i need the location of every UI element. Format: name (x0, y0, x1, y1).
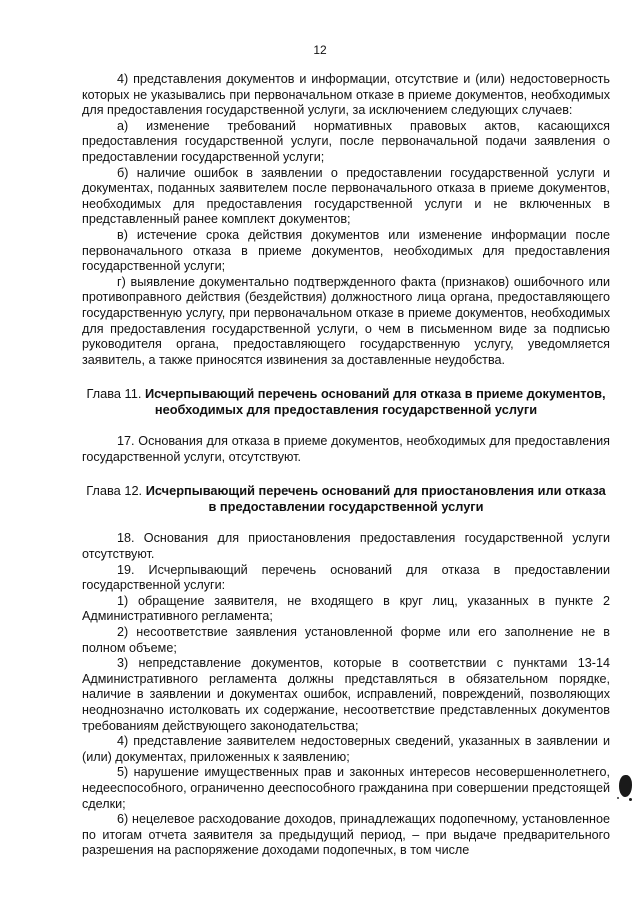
paragraph: в) истечение срока действия документов или изменение информации после первоначального отказа в приеме документов, необходимых для предоставления государственной услуги; (82, 227, 610, 274)
chapter-11-heading (82, 386, 610, 418)
ink-dot (617, 797, 619, 799)
paragraphs-block-1 (82, 72, 610, 368)
ink-dot (629, 798, 632, 801)
page-content (82, 72, 610, 859)
paragraph: 17. Основания для отказа в приеме документов, необходимых для предоставления государственной услуги, отсутствуют. (82, 434, 610, 464)
paragraph: б) наличие ошибок в заявлении о предоставлении государственной услуги и документах, поданных заявителем после первоначального отказа в приеме документов, необходимых для предоставления государственной услуги и не включенных в представленный ранее комплект документов; (82, 165, 610, 227)
ink-smudge (619, 775, 632, 797)
paragraph: а) изменение требований нормативных правовых актов, касающихся предоставления государственной услуги, после первоначальной подачи заявления о предоставлении государственной услуги; (82, 118, 610, 164)
paragraph: 18. Основания для приостановления предоставления государственной услуги отсутствуют. (82, 531, 610, 562)
page-number: 12 (313, 43, 327, 57)
paragraph: 1) обращение заявителя, не входящего в круг лиц, указанных в пункте 2 Административного регламента; (82, 593, 610, 624)
paragraph: 19. Исчерпывающий перечень оснований для отказа в предоставлении государственной услуги: (82, 562, 610, 593)
paragraph: 6) нецелевое расходование доходов, принадлежащих подопечному, установленное по итогам отчета заявителя за предыдущий период, – при выдаче предварительного разрешения на распоряжение доходами подопечных, в том числе (82, 812, 610, 858)
chapter-12-heading (82, 483, 610, 515)
paragraph: 5) нарушение имущественных прав и законных интересов несовершеннолетнего, недееспособного, ограниченно дееспособного гражданина при совершении предстоящей сделки; (82, 765, 610, 811)
chapter-label: Глава 12. (86, 483, 143, 499)
paragraphs-block-3 (82, 531, 610, 858)
paragraph: г) выявление документально подтвержденного факта (признаков) ошибочного или противоправного действия (бездействия) должностного лица органа, предоставляющего государственную услугу, при первоначальном отказе в приеме документов, необходимых для предоставления государственной услуги, о чем в письменном виде за подписью руководителя органа, предоставляющего государственную услугу, уведомляется заявитель, а также приносятся извинения за доставленные неудобства. (82, 274, 610, 367)
paragraph: 3) непредставление документов, которые в соответствии с пунктами 13-14 Административного регламента должны представляться в обязательном порядке, наличие в заявлении и документах ошибок, исправлений, повреждений, позволяющих неоднозначно истолковать их содержание, несоответствие представленных документов требованиям действующего законодательства; (82, 656, 610, 733)
paragraph: 4) представления документов и информации, отсутствие и (или) недостоверность которых не указывались при первоначальном отказе в приеме документов, необходимых для предоставления государственной услуги, за исключением следующих случаев: (82, 72, 610, 118)
chapter-label: Глава 11. (86, 386, 142, 402)
paragraphs-block-2 (82, 434, 610, 465)
paragraph: 2) несоответствие заявления установленной форме или его заполнение не в полном объеме; (82, 625, 610, 655)
chapter-title: Исчерпывающий перечень оснований для приостановления или отказа в предоставлении государственной услуги (145, 483, 606, 515)
paragraph: 4) представление заявителем недостоверных сведений, указанных в заявлении и (или) документах, приложенных к заявлению; (82, 734, 610, 764)
chapter-title: Исчерпывающий перечень оснований для отказа в приеме документов, необходимых для предоставления государственной услуги (144, 386, 606, 418)
